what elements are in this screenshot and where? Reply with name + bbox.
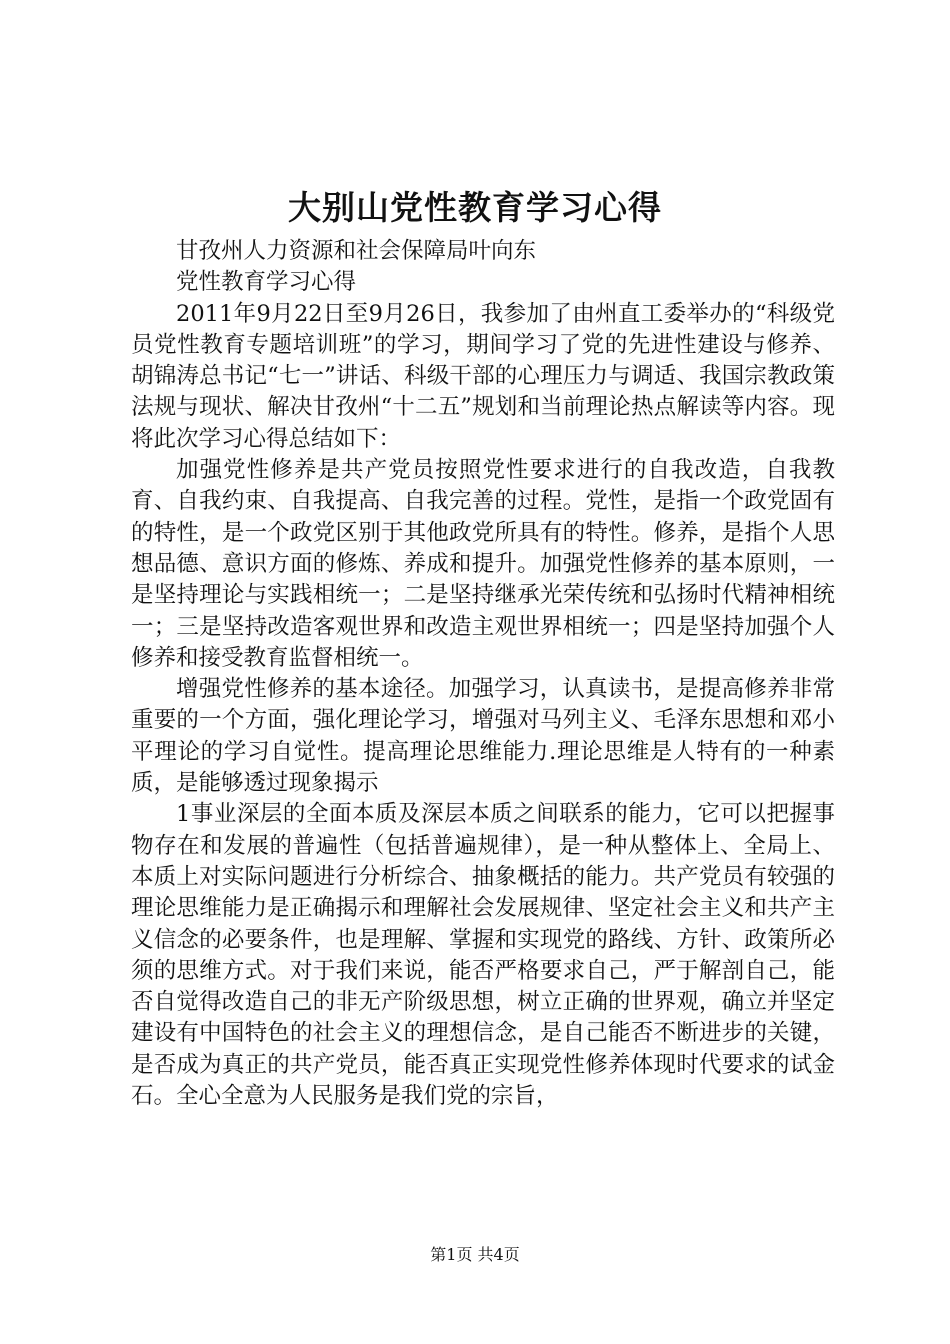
paragraph: 加强党性修养是共产党员按照党性要求进行的自我改造，自我教育、自我约束、自我提高、自我完善的过程。党性，是指一个政党固有的特性，是一个政党区别于其他政党所具有的特性。修养，是指个人思想品德、意识方面的修炼、养成和提升。加强党性修养的基本原则，一是坚持理论与实践相统一；二是坚持继承光荣传统和弘扬时代精神相统一；三是坚持改造客观世界和改造主观世界相统一；四是坚持加强个人修养和接受教育监督相统一。 <box>131 457 835 671</box>
paragraph: 1事业深层的全面本质及深层本质之间联系的能力，它可以把握事物存在和发展的普遍性（包括普遍规律），是一种从整体上、全局上、本质上对实际问题进行分析综合、抽象概括的能力。共产党员有较强的理论思维能力是正确揭示和理解社会发展规律、坚定社会主义和共产主义信念的必要条件，也是理解、掌握和实现党的路线、方针、政策所必须的思维方式。对于我们来说，能否严格要求自己，严于解剖自己，能否自觉得改造自己的非无产阶级思想，树立正确的世界观，确立并坚定建设有中国特色的社会主义的理想信念，是自己能否不断进步的关键，是否成为真正的共产党员，能否真正实现党性修养体现时代要求的试金石。全心全意为人民服务是我们党的宗旨， <box>131 801 835 1110</box>
document-title: 大别山党性教育学习心得 <box>288 188 662 227</box>
page-number-footer: 第1页 共4页 <box>430 1245 520 1264</box>
paragraph: 增强党性修养的基本途径。加强学习，认真读书，是提高修养非常重要的一个方面，强化理论学习，增强对马列主义、毛泽东思想和邓小平理论的学习自觉性。提高理论思维能力.理论思维是人特有的一种素质，是能够透过现象揭示 <box>131 676 835 797</box>
author-line: 甘孜州人力资源和社会保障局叶向东 <box>176 238 537 264</box>
paragraph: 2011年9月22日至9月26日，我参加了由州直工委举办的“科级党员党性教育专题培训班”的学习，期间学习了党的先进性建设与修养、胡锦涛总书记“七一”讲话、科级干部的心理压力与调适、我国宗教政策法规与现状、解决甘孜州“十二五”规划和当前理论热点解读等内容。现将此次学习心得总结如下： <box>131 300 835 452</box>
document-body <box>131 236 835 1112</box>
subtitle-line: 党性教育学习心得 <box>176 269 357 296</box>
